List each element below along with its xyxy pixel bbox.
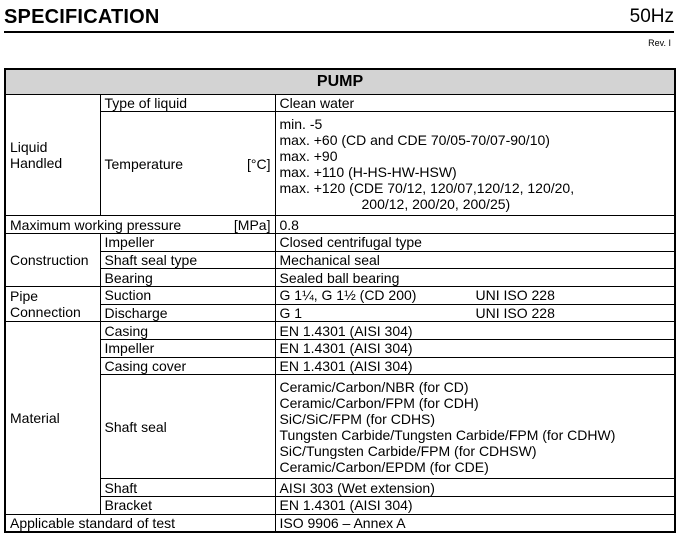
shaft-seal-line: SiC/Tungsten Carbide/FPM (for CDHSW) — [279, 442, 537, 459]
group-label: Construction — [10, 251, 89, 268]
group-label: Material — [10, 410, 60, 427]
table-row — [5, 269, 675, 287]
shaft-seal-line: SiC/SiC/FPM (for CDHS) — [279, 410, 436, 427]
row-value: Mechanical seal — [275, 251, 675, 269]
connection-value-cell — [275, 304, 675, 322]
table-row — [5, 357, 675, 375]
row-label: Maximum working pressure — [10, 216, 182, 233]
temperature-line: max. +90 — [279, 147, 338, 164]
row-value: Clean water — [275, 94, 675, 112]
group-material — [5, 322, 100, 514]
table-heading: PUMP — [5, 69, 675, 94]
unit-label: [MPa] — [233, 216, 271, 233]
revision-label: Rev. I — [648, 38, 671, 48]
row-value: G 1 — [279, 304, 303, 321]
unit-label: [°C] — [247, 155, 271, 172]
row-value: ISO 9906 – Annex A — [275, 514, 675, 532]
table-row — [5, 233, 675, 251]
temperature-line: max. +120 (CDE 70/12, 120/07,120/12, 120/20, — [279, 179, 575, 196]
table-row — [5, 112, 675, 216]
table-row — [5, 497, 675, 515]
standard-value: UNI ISO 228 — [475, 287, 555, 304]
row-value: EN 1.4301 (AISI 304) — [275, 340, 675, 358]
document-title: SPECIFICATION — [4, 6, 160, 28]
shaft-seal-line: Ceramic/Carbon/EPDM (for CDE) — [279, 458, 489, 475]
group-construction — [5, 233, 100, 286]
pressure-label-cell — [5, 216, 275, 234]
shaft-seal-line: Tungsten Carbide/Tungsten Carbide/FPM (for CDHW) — [279, 426, 616, 443]
header-rule — [4, 31, 674, 33]
table-row — [5, 216, 675, 234]
row-label: Suction — [100, 286, 275, 304]
row-value: G 1¼, G 1½ (CD 200) — [279, 287, 417, 304]
row-value: EN 1.4301 (AISI 304) — [275, 497, 675, 515]
temperature-values — [275, 112, 675, 216]
connection-value-cell — [275, 286, 675, 304]
group-label: Liquid Handled — [10, 138, 63, 171]
row-label: Impeller — [100, 340, 275, 358]
row-value: 0.8 — [275, 216, 675, 234]
table-row — [5, 375, 675, 479]
row-value: Closed centrifugal type — [275, 233, 675, 251]
frequency-label: 50Hz — [629, 6, 674, 27]
shaft-seal-line: Ceramic/Carbon/NBR (for CD) — [279, 378, 469, 395]
row-value: Sealed ball bearing — [275, 269, 675, 287]
shaft-seal-values — [275, 375, 675, 479]
row-label: Bearing — [100, 269, 275, 287]
row-label: Shaft seal — [100, 375, 275, 479]
row-label: Shaft seal type — [100, 251, 275, 269]
shaft-seal-line: Ceramic/Carbon/FPM (for CDH) — [279, 394, 479, 411]
table-row — [5, 251, 675, 269]
row-label: Discharge — [100, 304, 275, 322]
temperature-line: min. -5 — [279, 115, 323, 132]
temperature-label-cell — [100, 112, 275, 216]
standard-value: UNI ISO 228 — [475, 304, 555, 321]
row-label: Bracket — [100, 497, 275, 515]
pump-spec-table — [4, 68, 676, 533]
group-pipe-connection — [5, 286, 100, 321]
table-row — [5, 94, 675, 112]
row-value: EN 1.4301 (AISI 304) — [275, 322, 675, 340]
group-label: Pipe Connection — [10, 288, 81, 321]
row-label: Type of liquid — [100, 94, 275, 112]
row-label: Applicable standard of test — [5, 514, 275, 532]
row-label: Casing — [100, 322, 275, 340]
table-row — [5, 304, 675, 322]
row-label: Shaft — [100, 479, 275, 497]
row-label: Impeller — [100, 233, 275, 251]
row-label: Casing cover — [100, 357, 275, 375]
table-row — [5, 286, 675, 304]
row-label: Temperature — [104, 155, 184, 172]
temperature-line: max. +110 (H-HS-HW-HSW) — [279, 163, 457, 180]
table-row — [5, 479, 675, 497]
table-row — [5, 514, 675, 532]
document-header — [4, 6, 674, 32]
group-liquid-handled — [5, 94, 100, 216]
table-row — [5, 322, 675, 340]
temperature-line: max. +60 (CD and CDE 70/05-70/07-90/10) — [279, 131, 550, 148]
row-value: EN 1.4301 (AISI 304) — [275, 357, 675, 375]
table-row — [5, 340, 675, 358]
row-value: AISI 303 (Wet extension) — [275, 479, 675, 497]
temperature-line: 200/12, 200/20, 200/25) — [361, 195, 511, 212]
